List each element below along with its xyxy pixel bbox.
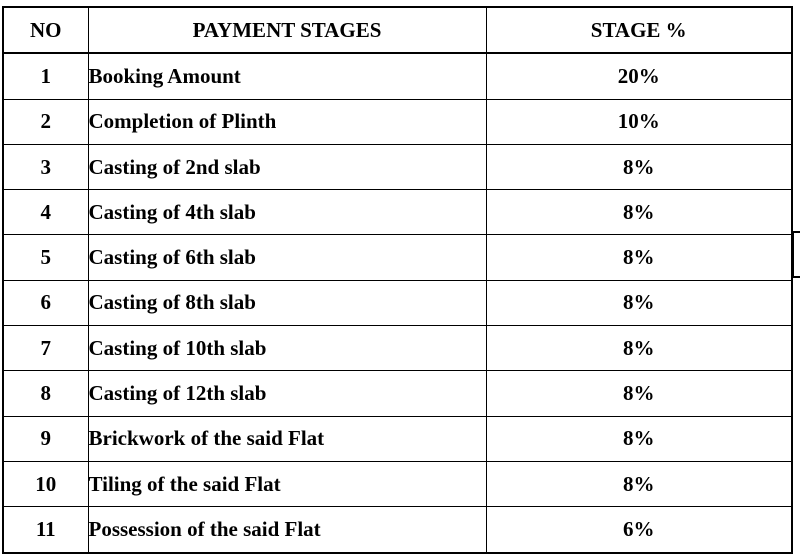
row-percent: 6%	[486, 507, 792, 553]
row-stage: Casting of 10th slab	[88, 326, 486, 371]
row-stage: Completion of Plinth	[88, 99, 486, 144]
row-percent: 8%	[486, 371, 792, 416]
header-stage-percent: STAGE %	[486, 7, 792, 53]
row-number: 10	[3, 461, 88, 506]
spreadsheet-border-line	[792, 232, 794, 277]
row-percent: 8%	[486, 416, 792, 461]
row-number: 3	[3, 144, 88, 189]
row-percent: 8%	[486, 144, 792, 189]
spreadsheet-border-line	[791, 276, 800, 278]
table-row	[3, 507, 792, 553]
row-percent: 8%	[486, 326, 792, 371]
row-stage: Casting of 8th slab	[88, 280, 486, 325]
row-stage: Casting of 2nd slab	[88, 144, 486, 189]
row-percent: 8%	[486, 280, 792, 325]
row-number: 1	[3, 53, 88, 99]
row-number: 7	[3, 326, 88, 371]
row-stage: Tiling of the said Flat	[88, 461, 486, 506]
row-stage: Casting of 6th slab	[88, 235, 486, 280]
table-row	[3, 53, 792, 99]
row-stage: Casting of 12th slab	[88, 371, 486, 416]
header-no: NO	[3, 7, 88, 53]
header-payment-stages: PAYMENT STAGES	[88, 7, 486, 53]
row-number: 2	[3, 99, 88, 144]
table-row	[3, 190, 792, 235]
table-row	[3, 144, 792, 189]
row-number: 5	[3, 235, 88, 280]
row-percent: 8%	[486, 235, 792, 280]
row-stage: Brickwork of the said Flat	[88, 416, 486, 461]
row-number: 8	[3, 371, 88, 416]
table-row	[3, 326, 792, 371]
row-number: 4	[3, 190, 88, 235]
row-percent: 8%	[486, 190, 792, 235]
row-stage: Casting of 4th slab	[88, 190, 486, 235]
table-row	[3, 99, 792, 144]
payment-stages-table	[2, 6, 793, 554]
row-percent: 8%	[486, 461, 792, 506]
table-row	[3, 235, 792, 280]
table-row	[3, 416, 792, 461]
row-stage: Booking Amount	[88, 53, 486, 99]
row-number: 9	[3, 416, 88, 461]
table-row	[3, 280, 792, 325]
row-number: 11	[3, 507, 88, 553]
row-percent: 20%	[486, 53, 792, 99]
row-stage: Possession of the said Flat	[88, 507, 486, 553]
table-row	[3, 461, 792, 506]
table-row	[3, 371, 792, 416]
row-number: 6	[3, 280, 88, 325]
row-percent: 10%	[486, 99, 792, 144]
table-header-row	[3, 7, 792, 53]
